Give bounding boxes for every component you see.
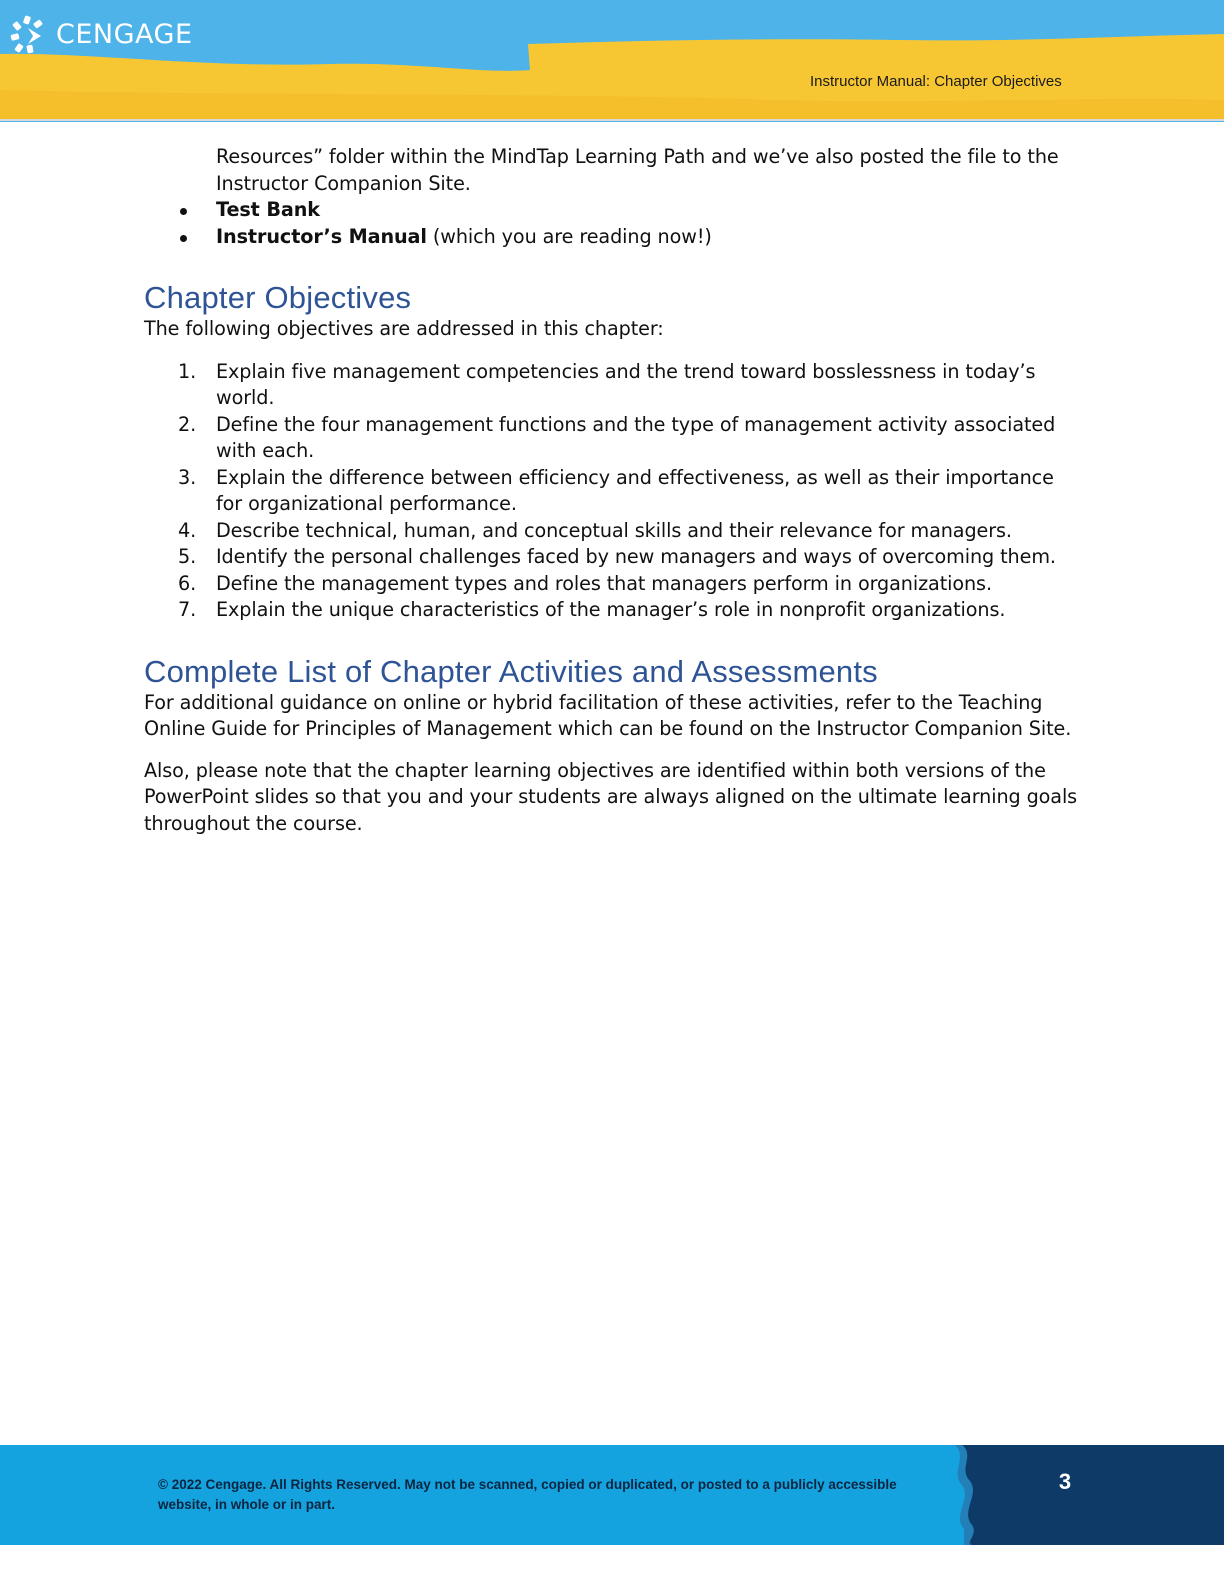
cengage-logo-icon	[10, 14, 50, 54]
objectives-list	[144, 359, 1084, 624]
bullet-bold-text: Instructor’s Manual	[216, 224, 427, 248]
list-number: 2.	[178, 412, 197, 436]
running-head: Instructor Manual: Chapter Objectives	[810, 73, 1062, 90]
objective-text: Explain five management competencies and the trend toward bosslessness in today’s world.	[216, 359, 1036, 409]
page-footer	[0, 1445, 1224, 1545]
objective-text: Describe technical, human, and conceptual skills and their relevance for managers.	[216, 518, 1012, 542]
bullet-text: (which you are reading now!)	[426, 224, 712, 248]
activities-paragraph: Also, please note that the chapter learning objectives are identified within both versions of the PowerPoint slides so that you and your students are always aligned on the ultimate learning goals throughout the course.	[144, 758, 1078, 835]
page-header	[0, 0, 1224, 122]
logo-wordmark: CENGAGE	[56, 18, 193, 50]
chapter-objectives-heading: Chapter Objectives	[144, 280, 412, 315]
activities-heading: Complete List of Chapter Activities and Assessments	[144, 653, 878, 689]
list-item	[144, 597, 1084, 624]
objective-text: Explain the difference between efficiency and effectiveness, as well as their importance for organizational performance.	[216, 465, 1054, 515]
list-item	[144, 197, 1084, 224]
list-item	[144, 465, 1084, 518]
objective-text: Identify the personal challenges faced by new managers and ways of overcoming them.	[216, 545, 1056, 568]
bullet-icon	[180, 235, 187, 242]
objectives-lead: The following objectives are addressed in this chapter:	[144, 317, 664, 340]
list-item	[144, 571, 1084, 598]
resources-bullet-list	[144, 197, 1084, 250]
bullet-icon	[180, 208, 187, 215]
list-number: 6.	[178, 571, 197, 595]
objective-text: Explain the unique characteristics of the manager’s role in nonprofit organizations.	[216, 598, 1006, 621]
activities-paragraph: For additional guidance on online or hybrid facilitation of these activities, refer to the Teaching Online Guide for Principles of Management which can be found on the Instructor Companion Site.	[144, 690, 1072, 740]
copyright-notice: © 2022 Cengage. All Rights Reserved. May not be scanned, copied or duplicated, or posted to a publicly accessible website, in whole or in part.	[158, 1477, 897, 1512]
list-number: 1.	[178, 359, 197, 383]
list-number: 5.	[178, 545, 197, 568]
page-number: 3	[1058, 1469, 1072, 1494]
main-content	[144, 144, 1084, 837]
list-item	[144, 544, 1084, 571]
cengage-logo	[10, 14, 193, 54]
objective-text: Define the four management functions and the type of management activity associated with each.	[216, 412, 1056, 462]
list-item	[144, 518, 1084, 545]
continued-paragraph: Resources” folder within the MindTap Learning Path and we’ve also posted the file to the Instructor Companion Site.	[216, 145, 1059, 195]
list-item	[144, 412, 1084, 465]
bullet-bold-text: Test Bank	[216, 198, 320, 221]
list-number: 7.	[178, 598, 197, 621]
list-number: 4.	[178, 518, 197, 542]
list-item	[144, 359, 1084, 412]
objective-text: Define the management types and roles that managers perform in organizations.	[216, 571, 992, 595]
list-item	[144, 224, 1084, 251]
list-number: 3.	[178, 465, 197, 489]
